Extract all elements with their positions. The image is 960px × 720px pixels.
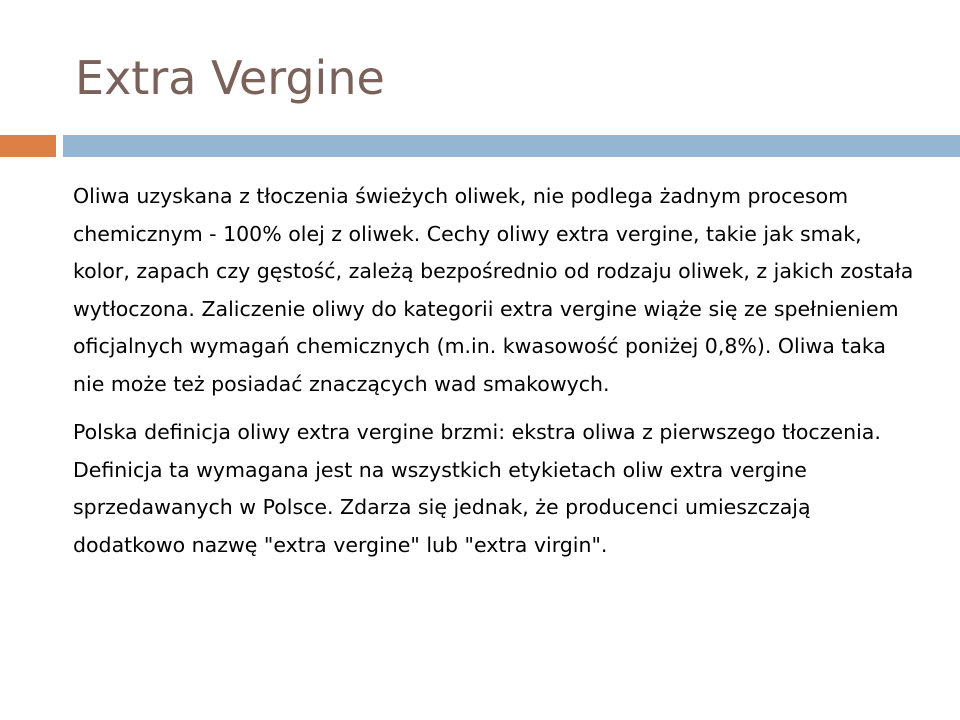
slide-title: Extra Vergine	[75, 51, 385, 105]
body-paragraph-1: Oliwa uzyskana z tłoczenia świeżych oliwek, nie podlega żadnym procesom chemicznym - 100% olej z oliwek. Cechy oliwy extra vergine, takie jak smak, kolor, zapach czy gęstość, zależą bezpośrednio od rodzaju oliwek, z jakich została wytłoczona. Zaliczenie oliwy do kategorii extra vergine wiąże się ze spełnieniem oficjalnych wymagań chemicznych (m.in. kwasowość poniżej 0,8%). Oliwa taka nie może też posiadać znaczących wad smakowych.	[73, 184, 914, 396]
title-rule-accent	[0, 135, 56, 157]
slide-body	[73, 178, 923, 575]
body-paragraph-2: Polska definicja oliwy extra vergine brzmi: ekstra oliwa z pierwszego tłoczenia. Definicja ta wymagana jest na wszystkich etykietach oliw extra vergine sprzedawanych w Polsce. Zdarza się jednak, że producenci umieszczają dodatkowo nazwę "extra vergine" lub "extra virgin".	[73, 420, 881, 557]
title-rule-bar	[63, 135, 960, 157]
